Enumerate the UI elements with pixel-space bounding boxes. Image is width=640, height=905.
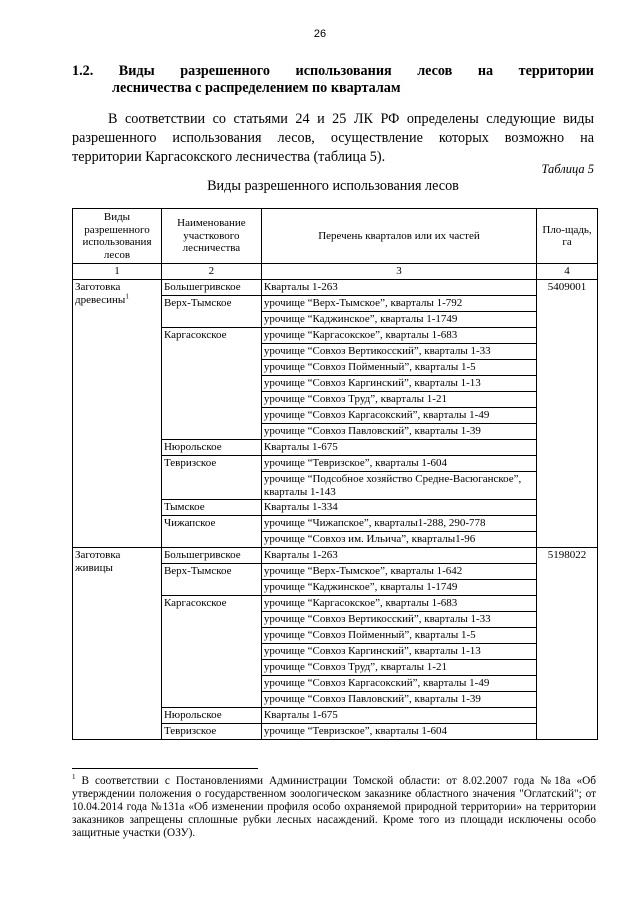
quarters-cell: урочище “Каргасокское”, кварталы 1-683: [261, 596, 536, 612]
intro-line: В соответствии со статьями 24 и 25 ЛК РФ определены следующие виды: [108, 111, 594, 127]
forestry-cell: Верх-Тымское: [161, 564, 261, 596]
column-number: 4: [537, 264, 598, 280]
table-title: Виды разрешенного использования лесов: [207, 178, 459, 194]
quarters-cell: урочище “Совхоз Каргасокский”, кварталы 1-49: [261, 408, 536, 424]
table-row: [73, 548, 598, 564]
quarters-cell: урочище “Совхоз Павловский”, кварталы 1-39: [261, 424, 536, 440]
footnote-mark: 1: [72, 773, 76, 782]
quarters-cell: урочище “Каджинское”, кварталы 1-1749: [261, 580, 536, 596]
quarters-cell: урочище “Совхоз Вертикосский”, кварталы 1-33: [261, 344, 536, 360]
forestry-cell: Большегривское: [161, 280, 261, 296]
quarters-cell: урочище “Каджинское”, кварталы 1-1749: [261, 312, 536, 328]
header-forestry: Наименование участкового лесничества: [161, 209, 261, 264]
intro-paragraph: [72, 110, 594, 167]
quarters-cell: Кварталы 1-263: [261, 548, 536, 564]
use-type-label: Заготовка древесины: [75, 281, 126, 306]
page-number: 26: [313, 28, 327, 40]
intro-line: разрешенного использования лесов, осуществление которых возможно на: [72, 130, 594, 146]
table-header-row: [73, 209, 598, 264]
column-number: 1: [73, 264, 162, 280]
quarters-cell: Кварталы 1-334: [261, 500, 536, 516]
quarters-cell: Кварталы 1-675: [261, 708, 536, 724]
table-body: [73, 280, 598, 740]
quarters-cell: урочище “Совхоз Пойменный”, кварталы 1-5: [261, 628, 536, 644]
footnote-text: В соответствии с Постановлениями Администрации Томской области: от 8.02.2007 года №18а «Об утверждении положения о государственном зоологическом заказнике областного значения "Оглатский"; от 10.04.2014 года №131а «Об изменении профиля особо охраняемой природной территории» на территории заказников запрещены сплошные рубки лесных насаждений. Кроме того из площади исключены особо защитные участки (ОЗУ).: [72, 775, 596, 839]
column-number: 2: [161, 264, 261, 280]
use-type-label: Заготовка живицы: [75, 549, 121, 574]
heading-word: разрешенного: [180, 63, 270, 79]
forestry-cell: Большегривское: [161, 548, 261, 564]
quarters-cell: урочище “Тевризское”, кварталы 1-604: [261, 724, 536, 740]
quarters-cell: урочище “Совхоз Павловский”, кварталы 1-39: [261, 692, 536, 708]
forestry-cell: Тевризское: [161, 456, 261, 500]
heading-line-1: [72, 63, 594, 80]
quarters-cell: Кварталы 1-263: [261, 280, 536, 296]
footnote-separator: [72, 768, 258, 769]
quarters-cell: урочище “Тевризское”, кварталы 1-604: [261, 456, 536, 472]
quarters-cell: урочище “Совхоз им. Ильича”, кварталы1-96: [261, 532, 536, 548]
quarters-cell: урочище “Совхоз Вертикосский”, кварталы 1-33: [261, 612, 536, 628]
quarters-cell: урочище “Каргасокское”, кварталы 1-683: [261, 328, 536, 344]
footnote-ref: 1: [125, 291, 129, 300]
quarters-cell: урочище “Совхоз Каргинский”, кварталы 1-13: [261, 376, 536, 392]
forestry-cell: Каргасокское: [161, 328, 261, 440]
quarters-cell: Кварталы 1-675: [261, 440, 536, 456]
quarters-cell: урочище “Совхоз Труд”, кварталы 1-21: [261, 660, 536, 676]
table-caption: Таблица 5: [541, 162, 594, 176]
table-row: [73, 280, 598, 296]
forestry-cell: Чижапское: [161, 516, 261, 548]
area-cell: 5409001: [537, 280, 598, 548]
heading-word: территории: [518, 63, 594, 79]
quarters-cell: урочище “Совхоз Каргасокский”, кварталы 1-49: [261, 676, 536, 692]
header-quarters: Перечень кварталов или их частей: [261, 209, 536, 264]
heading-word: Виды: [118, 63, 155, 79]
use-type-cell: [73, 280, 162, 548]
forest-use-table: [72, 208, 598, 740]
heading-word: использования: [295, 63, 392, 79]
footnote: [72, 775, 596, 840]
heading-line-2: лесничества с распределением по кварталам: [112, 80, 401, 96]
heading-word: на: [477, 63, 494, 79]
header-use-type: Виды разрешенного использования лесов: [73, 209, 162, 264]
quarters-cell: урочище “Совхоз Труд”, кварталы 1-21: [261, 392, 536, 408]
heading-word: 1.2.: [72, 63, 94, 79]
quarters-cell: урочище “Верх-Тымское”, кварталы 1-642: [261, 564, 536, 580]
intro-line: территории Каргасокского лесничества (таблица 5).: [72, 149, 386, 165]
forestry-cell: Нюрольское: [161, 708, 261, 724]
header-area: Пло-щадь, га: [537, 209, 598, 264]
forestry-cell: Тымское: [161, 500, 261, 516]
column-number: 3: [261, 264, 536, 280]
forestry-cell: Верх-Тымское: [161, 296, 261, 328]
forestry-cell: Нюрольское: [161, 440, 261, 456]
quarters-cell: урочище “Совхоз Пойменный”, кварталы 1-5: [261, 360, 536, 376]
area-cell: 5198022: [537, 548, 598, 740]
forestry-cell: Каргасокское: [161, 596, 261, 708]
use-type-cell: [73, 548, 162, 740]
quarters-cell: урочище “Совхоз Каргинский”, кварталы 1-13: [261, 644, 536, 660]
forestry-cell: Тевризское: [161, 724, 261, 740]
quarters-cell: урочище “Подсобное хозяйство Средне-Васюганское”, кварталы 1-143: [261, 472, 536, 500]
quarters-cell: урочище “Верх-Тымское”, кварталы 1-792: [261, 296, 536, 312]
section-heading: [72, 63, 594, 97]
column-number-row: [73, 264, 598, 280]
quarters-cell: урочище “Чижапское”, кварталы1-288, 290-778: [261, 516, 536, 532]
heading-word: лесов: [417, 63, 453, 79]
